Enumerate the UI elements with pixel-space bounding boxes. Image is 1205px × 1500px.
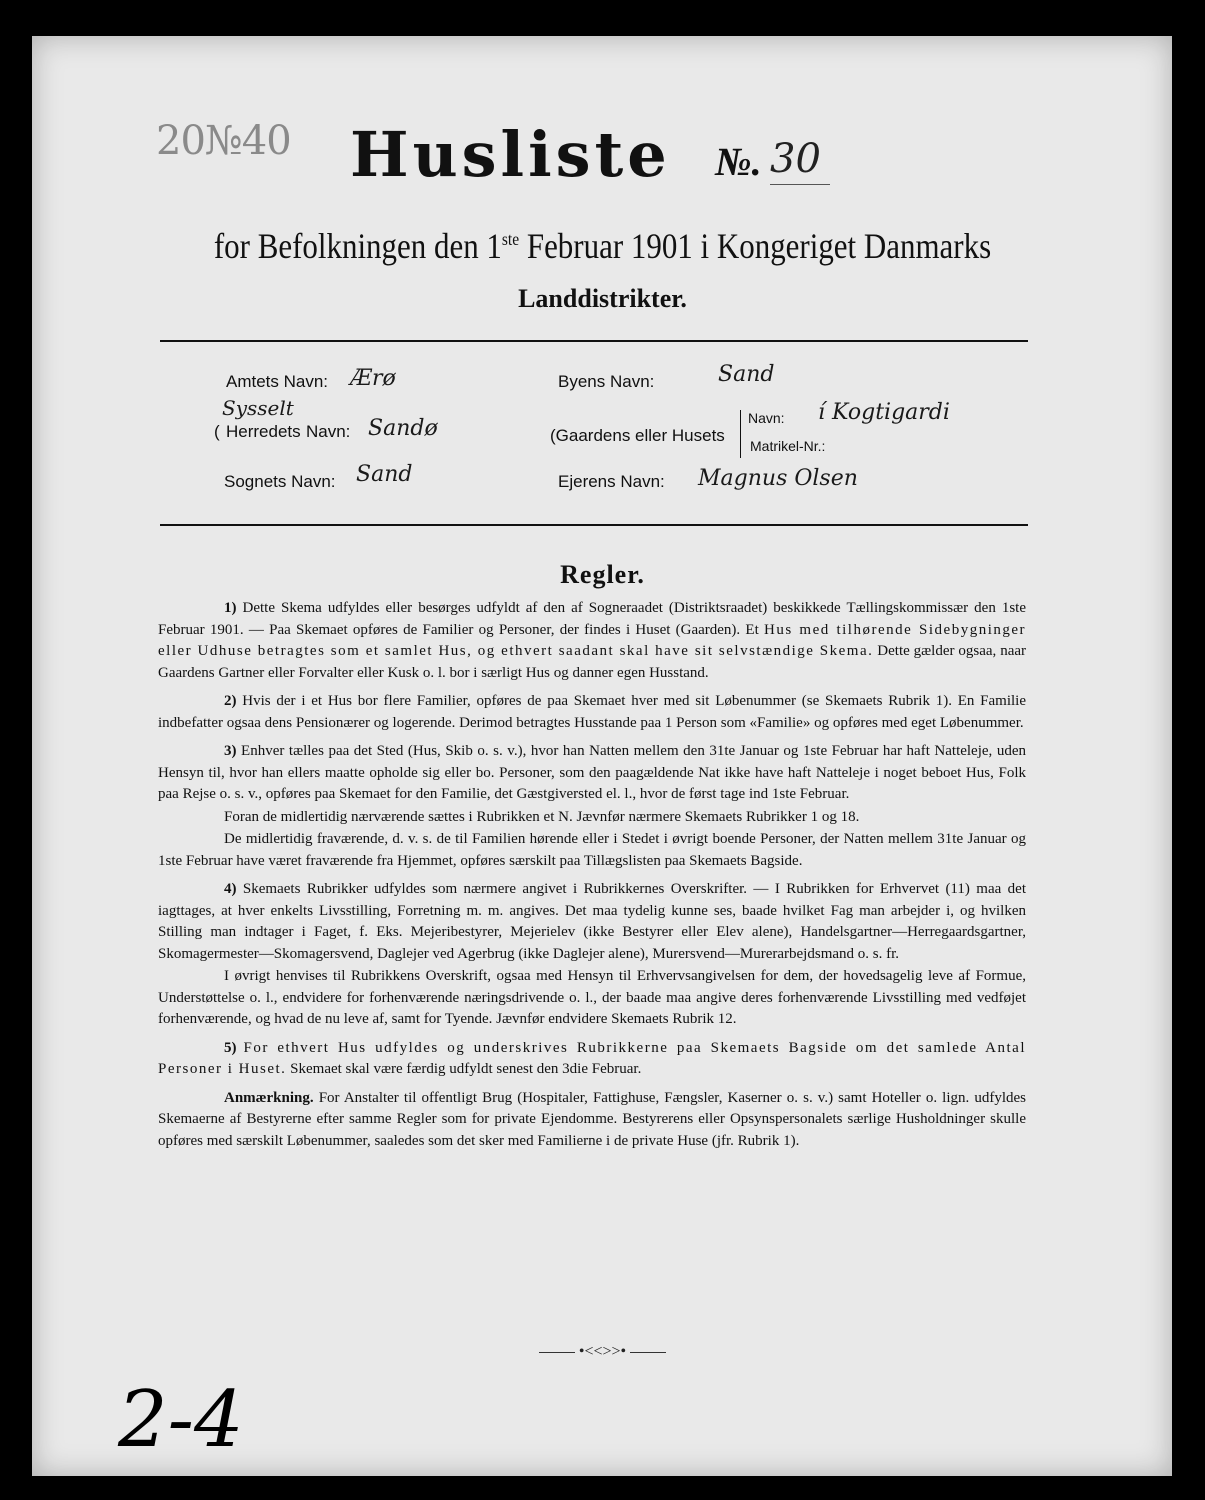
sogn-label: Sognets Navn:	[224, 472, 336, 491]
gaard-navn-label: Navn:	[748, 410, 785, 426]
bottom-divider	[160, 524, 1028, 526]
rule-1	[158, 598, 1026, 684]
top-divider	[160, 340, 1028, 342]
matrikel-label: Matrikel-Nr.:	[750, 438, 826, 454]
rule-1-number: 1)	[224, 600, 237, 616]
ejer-value: Magnus Olsen	[698, 466, 858, 491]
amt-label: Amtets Navn:	[226, 372, 329, 391]
ornament	[0, 1343, 1205, 1361]
rule-3-text: Enhver tælles paa det Sted (Hus, Skib o. s. v.), hvor han Natten mellem den 31te Januar og 1ste Februar har haft Natteleje, uden Hensyn til, hvor han ellers maatte opholde sig eller bo. Personer, som den paagældende Nat ikke have haft Natteleje i noget beboet Hus, Folk paa Rejse o. s. v., opføres paa Skemaet for den Familie, det Gæstgiversted el. l., hvor de først tage ind 1ste Februar.	[158, 743, 1026, 802]
gaard-navn-value: í Kogtigardi	[818, 400, 950, 425]
rule-4-number: 4)	[224, 881, 237, 897]
herred-label-navn: Navn:	[306, 422, 351, 441]
herred-label: Herredets	[226, 422, 301, 441]
number-label: №.	[715, 139, 762, 184]
ornament-line-left	[539, 1352, 575, 1353]
by-value: Sand	[718, 362, 775, 387]
note	[158, 1088, 1026, 1153]
note-text: For Anstalter til offentligt Brug (Hospitaler, Fattighuse, Fængsler, Kaserner o. s. v.) samt Hoteller o. lign. udfyldes Skemaerne af Bestyrerne efter samme Regler som for private Ejendomme. Bestyrerens eller Opsynspersonalets særlige Husholdninger skulle opføres med særskilt Løbenummer, saaledes som det sker med Familierne i de private Huse (jfr. Rubrik 1).	[158, 1089, 1027, 1149]
rules-body	[158, 598, 1026, 1159]
rule-1-text-b: Dette gælder ogsaa, naar Gaardens Gartner eller Forvalter eller Kusk o. l. bor i særligt Hus og danner egen Husstand.	[158, 643, 1027, 681]
sogn-value: Sand	[356, 462, 413, 487]
amt-value: Ærø	[350, 366, 396, 391]
rule-1-text-a: Dette Skema udfyldes eller besørges udfyldt af den af Sogneraadet (Distriktsraadet) beskikkede Tællingskommissær den 1ste Februar 1901. — Paa Skemaet opføres de Familier og Personer, der findes i Huset (Gaarden). Et	[158, 600, 1026, 638]
rule-5-text: For ethvert Hus udfyldes og underskrives Rubrikkerne paa Skemaets Bagside om det samlede Antal Personer i Huset.	[158, 1039, 1027, 1077]
subtitle-sup: ste	[501, 229, 520, 249]
archive-stamp: 20№40	[156, 118, 291, 164]
by-label: Byens Navn:	[558, 372, 655, 391]
page-title: Husliste	[350, 118, 671, 191]
subtitle	[84, 225, 1120, 267]
subtitle-post: Februar 1901 i Kongeriget Danmarks	[519, 226, 992, 266]
rule-3-paragraph-b: Foran de midlertidig nærværende sættes i Rubrikken et N. Jævnfør nærmere Skemaets Rubrikker 1 og 18.	[224, 808, 860, 825]
page-mark-handwritten: 2-4	[118, 1375, 244, 1465]
rule-2	[158, 691, 1026, 734]
rule-3-paragraph-c: De midlertidig fraværende, d. v. s. de til Familien hørende eller i Stedet i øvrigt boende Personer, der Natten mellem 31te Januar og 1ste Februar have været fraværende fra Hjemmet, opføres særskilt paa Tillægslisten paa Skemaets Bagside.	[158, 831, 1026, 869]
rule-4-text: Skemaets Rubrikker udfyldes som nærmere angivet i Rubrikkernes Overskrifter. — I Rubrikken for Erhvervet (11) maa det iagttages, at hver enkelts Livsstilling, Forretning m. m. angives. Det maa tydelig kunne ses, baade hvilket Fag man arbejder i, og hvilken Stilling man indtager i Faget, f. Eks. Mejeribestyrer, Mejerielev (ikke Bestyrer eller Elev alene), Handelsgartner—Herregaardsgartner, Skomagermester—Skomagersvend, Daglejer ved Agerbrug (ikke Daglejer alene), Murersvend—Murerarbejdsmand o. s. fr.	[158, 881, 1027, 962]
rule-5-text-b: Skemaet skal være færdig udfyldt senest den 3die Februar.	[290, 1061, 642, 1077]
rule-2-number: 2)	[224, 693, 237, 709]
list-number-handwritten: 30	[770, 136, 830, 185]
subtitle-pre: for Befolkningen den 1	[213, 226, 502, 266]
rule-3	[158, 741, 1026, 806]
district-heading: Landdistrikter.	[518, 284, 687, 313]
field-brace	[740, 410, 741, 458]
rule-4	[158, 879, 1026, 965]
herred-handwritten-above: Sysselt	[222, 396, 294, 420]
rule-3-number: 3)	[224, 743, 237, 759]
rule-4-paragraph-b: I øvrigt henvises til Rubrikkens Overskrift, ogsaa med Hensyn til Erhvervsangivelsen for dem, der hovedsagelig leve af Formue, Understøttelse o. l., endvidere for forhenværende næringsdrivende o. l., der baade maa angive deres forhenværende Livsstilling med vedføjet forhenværende, og hvad de nu leve af, samt for Tyende. Jævnfør endvidere Skemaets Rubrik 12.	[158, 968, 1026, 1027]
rule-2-text: Hvis der i et Hus bor flere Familier, opføres de paa Skemaet hver med sit Løbenummer (se Skemaets Rubrik 1). En Familie indbefatter ogsaa dens Pensionærer og logerende. Derimod betragtes Husstande paa 1 Person som «Familie» og opføres med eget Løbenummer.	[158, 693, 1027, 731]
rule-5-number: 5)	[224, 1039, 237, 1056]
note-label: Anmærkning.	[224, 1089, 314, 1106]
ornament-glyph: •<<>>•	[578, 1343, 627, 1360]
ornament-line-right	[630, 1352, 666, 1353]
rules-heading: Regler.	[560, 560, 645, 589]
gaard-label: (Gaardens eller Husets	[550, 426, 725, 445]
rule-5	[158, 1038, 1026, 1081]
herred-value: Sandø	[368, 416, 438, 441]
ejer-label: Ejerens Navn:	[558, 472, 665, 491]
herred-prefix: (	[214, 422, 220, 441]
rule-1-text-spaced: Hus med tilhørende Sidebygninger eller Udhuse betragtes som et samlet Hus, og ethvert saadant skal have sit selvstændige Skema.	[158, 621, 1027, 659]
